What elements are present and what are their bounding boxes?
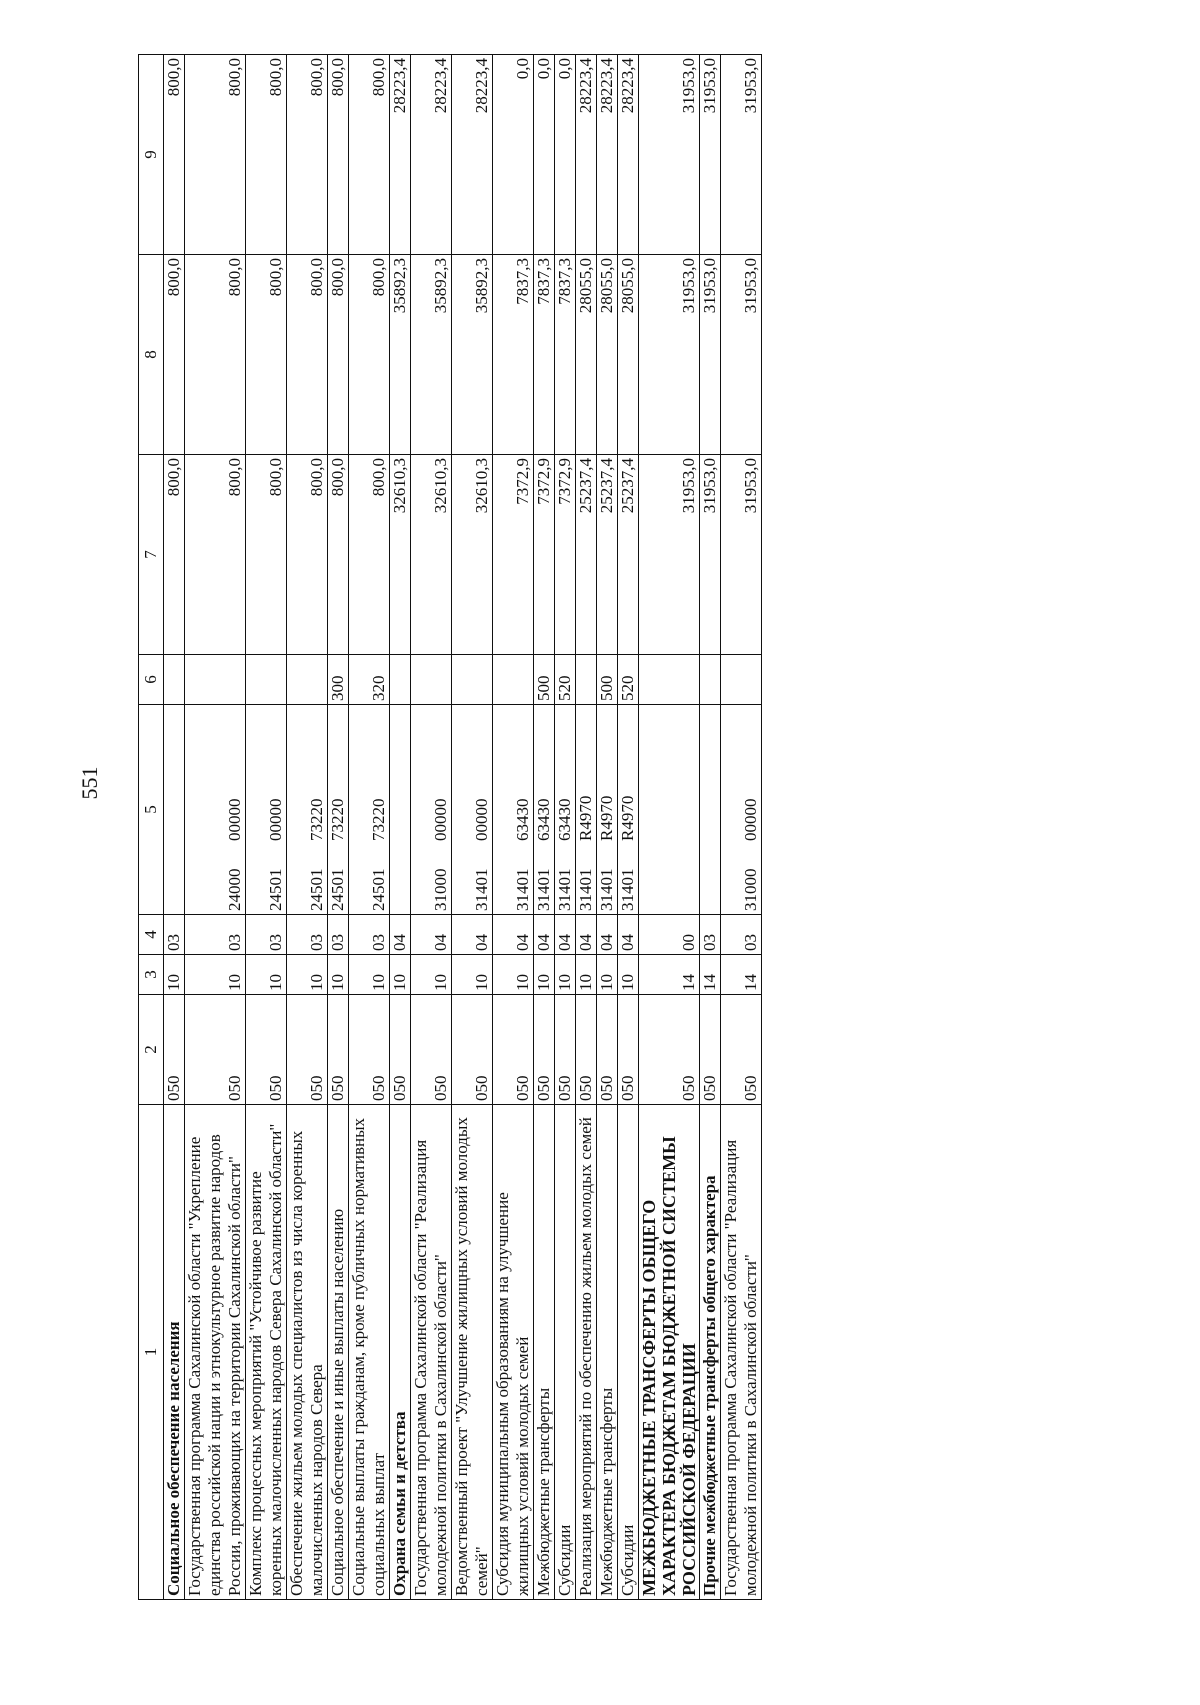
section-code: 10 — [328, 955, 349, 995]
amount-year-3: 31953,0 — [639, 55, 700, 255]
amount-year-1: 31953,0 — [700, 455, 721, 655]
subsection-code: 03 — [185, 915, 246, 955]
admin-code: 050 — [493, 995, 534, 1105]
admin-code: 050 — [618, 995, 639, 1105]
section-code: 10 — [185, 955, 246, 995]
amount-year-3: 0,0 — [493, 55, 534, 255]
row-name: Государственная программа Сахалинской области "Реализация молодежной политики в Сахалинской области" — [411, 1105, 452, 1600]
subsection-code: 04 — [452, 915, 493, 955]
section-code: 10 — [555, 955, 576, 995]
amount-year-3: 31953,0 — [721, 55, 762, 255]
expense-type-code — [576, 655, 597, 705]
direction-code: 00000 — [472, 798, 491, 841]
budget-table — [138, 54, 762, 1600]
program-code: 24501 — [328, 868, 347, 911]
amount-year-2: 35892,3 — [452, 255, 493, 455]
column-header-1: 1 — [139, 1105, 164, 1600]
subsection-code: 04 — [411, 915, 452, 955]
program-code: 31401 — [576, 868, 595, 911]
row-name: Комплекс процессных мероприятий "Устойчивое развитие коренных малочисленных народов Севера Сахалинской области" — [246, 1105, 287, 1600]
column-header-7: 7 — [139, 455, 164, 655]
program-code: 24501 — [307, 868, 326, 911]
row-name: Межбюджетные трансферты — [597, 1105, 618, 1600]
row-name: Субсидии — [618, 1105, 639, 1600]
section-code: 10 — [390, 955, 411, 995]
row-name: Субсидия муниципальным образованиям на улучшение жилищных условий молодых семей — [493, 1105, 534, 1600]
amount-year-3: 28223,4 — [618, 55, 639, 255]
target-article-code — [618, 705, 639, 915]
amount-year-2: 28055,0 — [618, 255, 639, 455]
amount-year-3: 800,0 — [246, 55, 287, 255]
amount-year-1: 25237,4 — [576, 455, 597, 655]
table-row — [349, 55, 390, 1600]
admin-code: 050 — [555, 995, 576, 1105]
table-row — [639, 55, 700, 1600]
section-code: 10 — [349, 955, 390, 995]
subsection-code: 03 — [700, 915, 721, 955]
subsection-code: 04 — [576, 915, 597, 955]
amount-year-3: 800,0 — [185, 55, 246, 255]
page-number: 551 — [77, 766, 102, 800]
admin-code: 050 — [349, 995, 390, 1105]
column-header-8: 8 — [139, 255, 164, 455]
direction-code: 63430 — [534, 798, 553, 841]
direction-code: R4970 — [618, 795, 637, 841]
direction-code: 63430 — [555, 798, 574, 841]
direction-code: 73220 — [369, 798, 388, 841]
amount-year-1: 800,0 — [328, 455, 349, 655]
section-code: 10 — [597, 955, 618, 995]
amount-year-1: 7372,9 — [555, 455, 576, 655]
amount-year-2: 800,0 — [287, 255, 328, 455]
section-code: 10 — [164, 955, 185, 995]
amount-year-1: 32610,3 — [390, 455, 411, 655]
table-row — [185, 55, 246, 1600]
amount-year-3: 800,0 — [164, 55, 185, 255]
direction-code: 73220 — [307, 798, 326, 841]
subsection-code: 04 — [534, 915, 555, 955]
amount-year-2: 800,0 — [185, 255, 246, 455]
program-code: 31401 — [618, 868, 637, 911]
target-article-code — [555, 705, 576, 915]
target-article-code — [534, 705, 555, 915]
table-row — [700, 55, 721, 1600]
program-code: 31401 — [534, 868, 553, 911]
expense-type-code — [639, 655, 700, 705]
row-name: Межбюджетные трансферты — [534, 1105, 555, 1600]
table-row — [618, 55, 639, 1600]
section-code: 14 — [721, 955, 762, 995]
target-article-code — [576, 705, 597, 915]
expense-type-code — [164, 655, 185, 705]
row-name: Государственная программа Сахалинской области "Реализация молодежной политики в Сахалинской области" — [721, 1105, 762, 1600]
admin-code: 050 — [185, 995, 246, 1105]
expense-type-code — [185, 655, 246, 705]
admin-code: 050 — [576, 995, 597, 1105]
expense-type-code: 320 — [349, 655, 390, 705]
direction-code: R4970 — [597, 795, 616, 841]
expense-type-code — [493, 655, 534, 705]
target-article-code — [349, 705, 390, 915]
subsection-code: 03 — [721, 915, 762, 955]
admin-code: 050 — [721, 995, 762, 1105]
target-article-code — [597, 705, 618, 915]
subsection-code: 04 — [618, 915, 639, 955]
amount-year-3: 28223,4 — [452, 55, 493, 255]
expense-type-code — [452, 655, 493, 705]
amount-year-1: 31953,0 — [721, 455, 762, 655]
admin-code: 050 — [328, 995, 349, 1105]
subsection-code: 03 — [349, 915, 390, 955]
table-row — [287, 55, 328, 1600]
column-header-6: 6 — [139, 655, 164, 705]
expense-type-code — [411, 655, 452, 705]
direction-code: R4970 — [576, 795, 595, 841]
target-article-code — [452, 705, 493, 915]
program-code: 31401 — [472, 868, 491, 911]
expense-type-code: 520 — [618, 655, 639, 705]
admin-code: 050 — [534, 995, 555, 1105]
section-code: 10 — [534, 955, 555, 995]
table-row — [328, 55, 349, 1600]
program-code: 24501 — [369, 868, 388, 911]
target-article-code — [700, 705, 721, 915]
amount-year-3: 800,0 — [328, 55, 349, 255]
program-code: 31401 — [555, 868, 574, 911]
admin-code: 050 — [164, 995, 185, 1105]
direction-code: 00000 — [225, 798, 244, 841]
direction-code: 00000 — [431, 798, 450, 841]
amount-year-2: 7837,3 — [534, 255, 555, 455]
subsection-code: 03 — [246, 915, 287, 955]
target-article-code — [185, 705, 246, 915]
amount-year-1: 800,0 — [185, 455, 246, 655]
amount-year-2: 800,0 — [349, 255, 390, 455]
column-header-5: 5 — [139, 705, 164, 915]
section-code: 10 — [493, 955, 534, 995]
table-row — [576, 55, 597, 1600]
admin-code: 050 — [287, 995, 328, 1105]
target-article-code — [390, 705, 411, 915]
target-article-code — [639, 705, 700, 915]
amount-year-3: 0,0 — [555, 55, 576, 255]
amount-year-3: 0,0 — [534, 55, 555, 255]
amount-year-1: 800,0 — [287, 455, 328, 655]
amount-year-2: 800,0 — [246, 255, 287, 455]
expense-type-code — [390, 655, 411, 705]
row-name: Охрана семьи и детства — [390, 1105, 411, 1600]
direction-code: 73220 — [328, 798, 347, 841]
amount-year-3: 28223,4 — [576, 55, 597, 255]
amount-year-3: 28223,4 — [597, 55, 618, 255]
direction-code: 00000 — [741, 798, 760, 841]
column-header-2: 2 — [139, 995, 164, 1105]
target-article-code — [164, 705, 185, 915]
amount-year-3: 28223,4 — [411, 55, 452, 255]
program-code: 24501 — [266, 868, 285, 911]
table-row — [411, 55, 452, 1600]
program-code: 24000 — [225, 868, 244, 911]
amount-year-2: 800,0 — [164, 255, 185, 455]
amount-year-1: 31953,0 — [639, 455, 700, 655]
direction-code: 63430 — [513, 798, 532, 841]
table-row — [534, 55, 555, 1600]
amount-year-2: 800,0 — [328, 255, 349, 455]
section-code: 10 — [246, 955, 287, 995]
section-code: 14 — [700, 955, 721, 995]
admin-code: 050 — [246, 995, 287, 1105]
subsection-code: 04 — [597, 915, 618, 955]
amount-year-1: 800,0 — [164, 455, 185, 655]
row-name: Социальное обеспечение населения — [164, 1105, 185, 1600]
amount-year-2: 35892,3 — [390, 255, 411, 455]
target-article-code — [287, 705, 328, 915]
row-name: Реализация мероприятий по обеспечению жильем молодых семей — [576, 1105, 597, 1600]
expense-type-code: 520 — [555, 655, 576, 705]
amount-year-1: 32610,3 — [452, 455, 493, 655]
subsection-code: 03 — [328, 915, 349, 955]
amount-year-2: 28055,0 — [597, 255, 618, 455]
expense-type-code — [287, 655, 328, 705]
amount-year-2: 31953,0 — [700, 255, 721, 455]
program-code: 31401 — [597, 868, 616, 911]
program-code: 31401 — [513, 868, 532, 911]
expense-type-code — [700, 655, 721, 705]
section-code: 10 — [287, 955, 328, 995]
admin-code: 050 — [639, 995, 700, 1105]
amount-year-1: 800,0 — [246, 455, 287, 655]
row-name: Государственная программа Сахалинской области "Укрепление единства российской нации и этнокультурное развитие народов России, проживающих на территории Сахалинской области" — [185, 1105, 246, 1600]
table-row — [452, 55, 493, 1600]
amount-year-2: 31953,0 — [721, 255, 762, 455]
amount-year-1: 7372,9 — [534, 455, 555, 655]
amount-year-1: 32610,3 — [411, 455, 452, 655]
table-row — [721, 55, 762, 1600]
target-article-code — [411, 705, 452, 915]
table-row — [390, 55, 411, 1600]
target-article-code — [493, 705, 534, 915]
amount-year-2: 35892,3 — [411, 255, 452, 455]
row-name: Прочие межбюджетные трансферты общего характера — [700, 1105, 721, 1600]
amount-year-2: 7837,3 — [493, 255, 534, 455]
section-code: 10 — [411, 955, 452, 995]
section-code: 14 — [639, 955, 700, 995]
amount-year-1: 800,0 — [349, 455, 390, 655]
target-article-code — [246, 705, 287, 915]
table-body — [164, 55, 762, 1600]
expense-type-code: 500 — [534, 655, 555, 705]
amount-year-3: 800,0 — [287, 55, 328, 255]
column-header-4: 4 — [139, 915, 164, 955]
subsection-code: 04 — [390, 915, 411, 955]
admin-code: 050 — [597, 995, 618, 1105]
program-code: 31000 — [741, 868, 760, 911]
admin-code: 050 — [411, 995, 452, 1105]
admin-code: 050 — [452, 995, 493, 1105]
section-code: 10 — [576, 955, 597, 995]
table-row — [597, 55, 618, 1600]
table-row — [164, 55, 185, 1600]
table-row — [493, 55, 534, 1600]
amount-year-1: 7372,9 — [493, 455, 534, 655]
section-code: 10 — [618, 955, 639, 995]
target-article-code — [721, 705, 762, 915]
amount-year-3: 800,0 — [349, 55, 390, 255]
subsection-code: 04 — [555, 915, 576, 955]
subsection-code: 04 — [493, 915, 534, 955]
row-name: МЕЖБЮДЖЕТНЫЕ ТРАНСФЕРТЫ ОБЩЕГО ХАРАКТЕРА БЮДЖЕТАМ БЮДЖЕТНОЙ СИСТЕМЫ РОССИЙСКОЙ ФЕДЕРАЦИИ — [639, 1105, 700, 1600]
table-row — [555, 55, 576, 1600]
row-name: Социальное обеспечение и иные выплаты населению — [328, 1105, 349, 1600]
column-header-9: 9 — [139, 55, 164, 255]
table-row — [246, 55, 287, 1600]
budget-table-rotated — [138, 55, 1198, 1600]
expense-type-code — [246, 655, 287, 705]
amount-year-2: 28055,0 — [576, 255, 597, 455]
header-row — [139, 55, 164, 1600]
amount-year-3: 28223,4 — [390, 55, 411, 255]
section-code: 10 — [452, 955, 493, 995]
row-name: Обеспечение жильем молодых специалистов из числа коренных малочисленных народов Севера — [287, 1105, 328, 1600]
amount-year-2: 7837,3 — [555, 255, 576, 455]
row-name: Субсидии — [555, 1105, 576, 1600]
subsection-code: 03 — [164, 915, 185, 955]
column-header-3: 3 — [139, 955, 164, 995]
amount-year-1: 25237,4 — [597, 455, 618, 655]
program-code: 31000 — [431, 868, 450, 911]
subsection-code: 03 — [287, 915, 328, 955]
admin-code: 050 — [700, 995, 721, 1105]
target-article-code — [328, 705, 349, 915]
expense-type-code: 500 — [597, 655, 618, 705]
subsection-code: 00 — [639, 915, 700, 955]
expense-type-code: 300 — [328, 655, 349, 705]
direction-code: 00000 — [266, 798, 285, 841]
admin-code: 050 — [390, 995, 411, 1105]
row-name: Ведомственный проект "Улучшение жилищных условий молодых семей" — [452, 1105, 493, 1600]
amount-year-3: 31953,0 — [700, 55, 721, 255]
amount-year-2: 31953,0 — [639, 255, 700, 455]
amount-year-1: 25237,4 — [618, 455, 639, 655]
row-name: Социальные выплаты гражданам, кроме публичных нормативных социальных выплат — [349, 1105, 390, 1600]
expense-type-code — [721, 655, 762, 705]
